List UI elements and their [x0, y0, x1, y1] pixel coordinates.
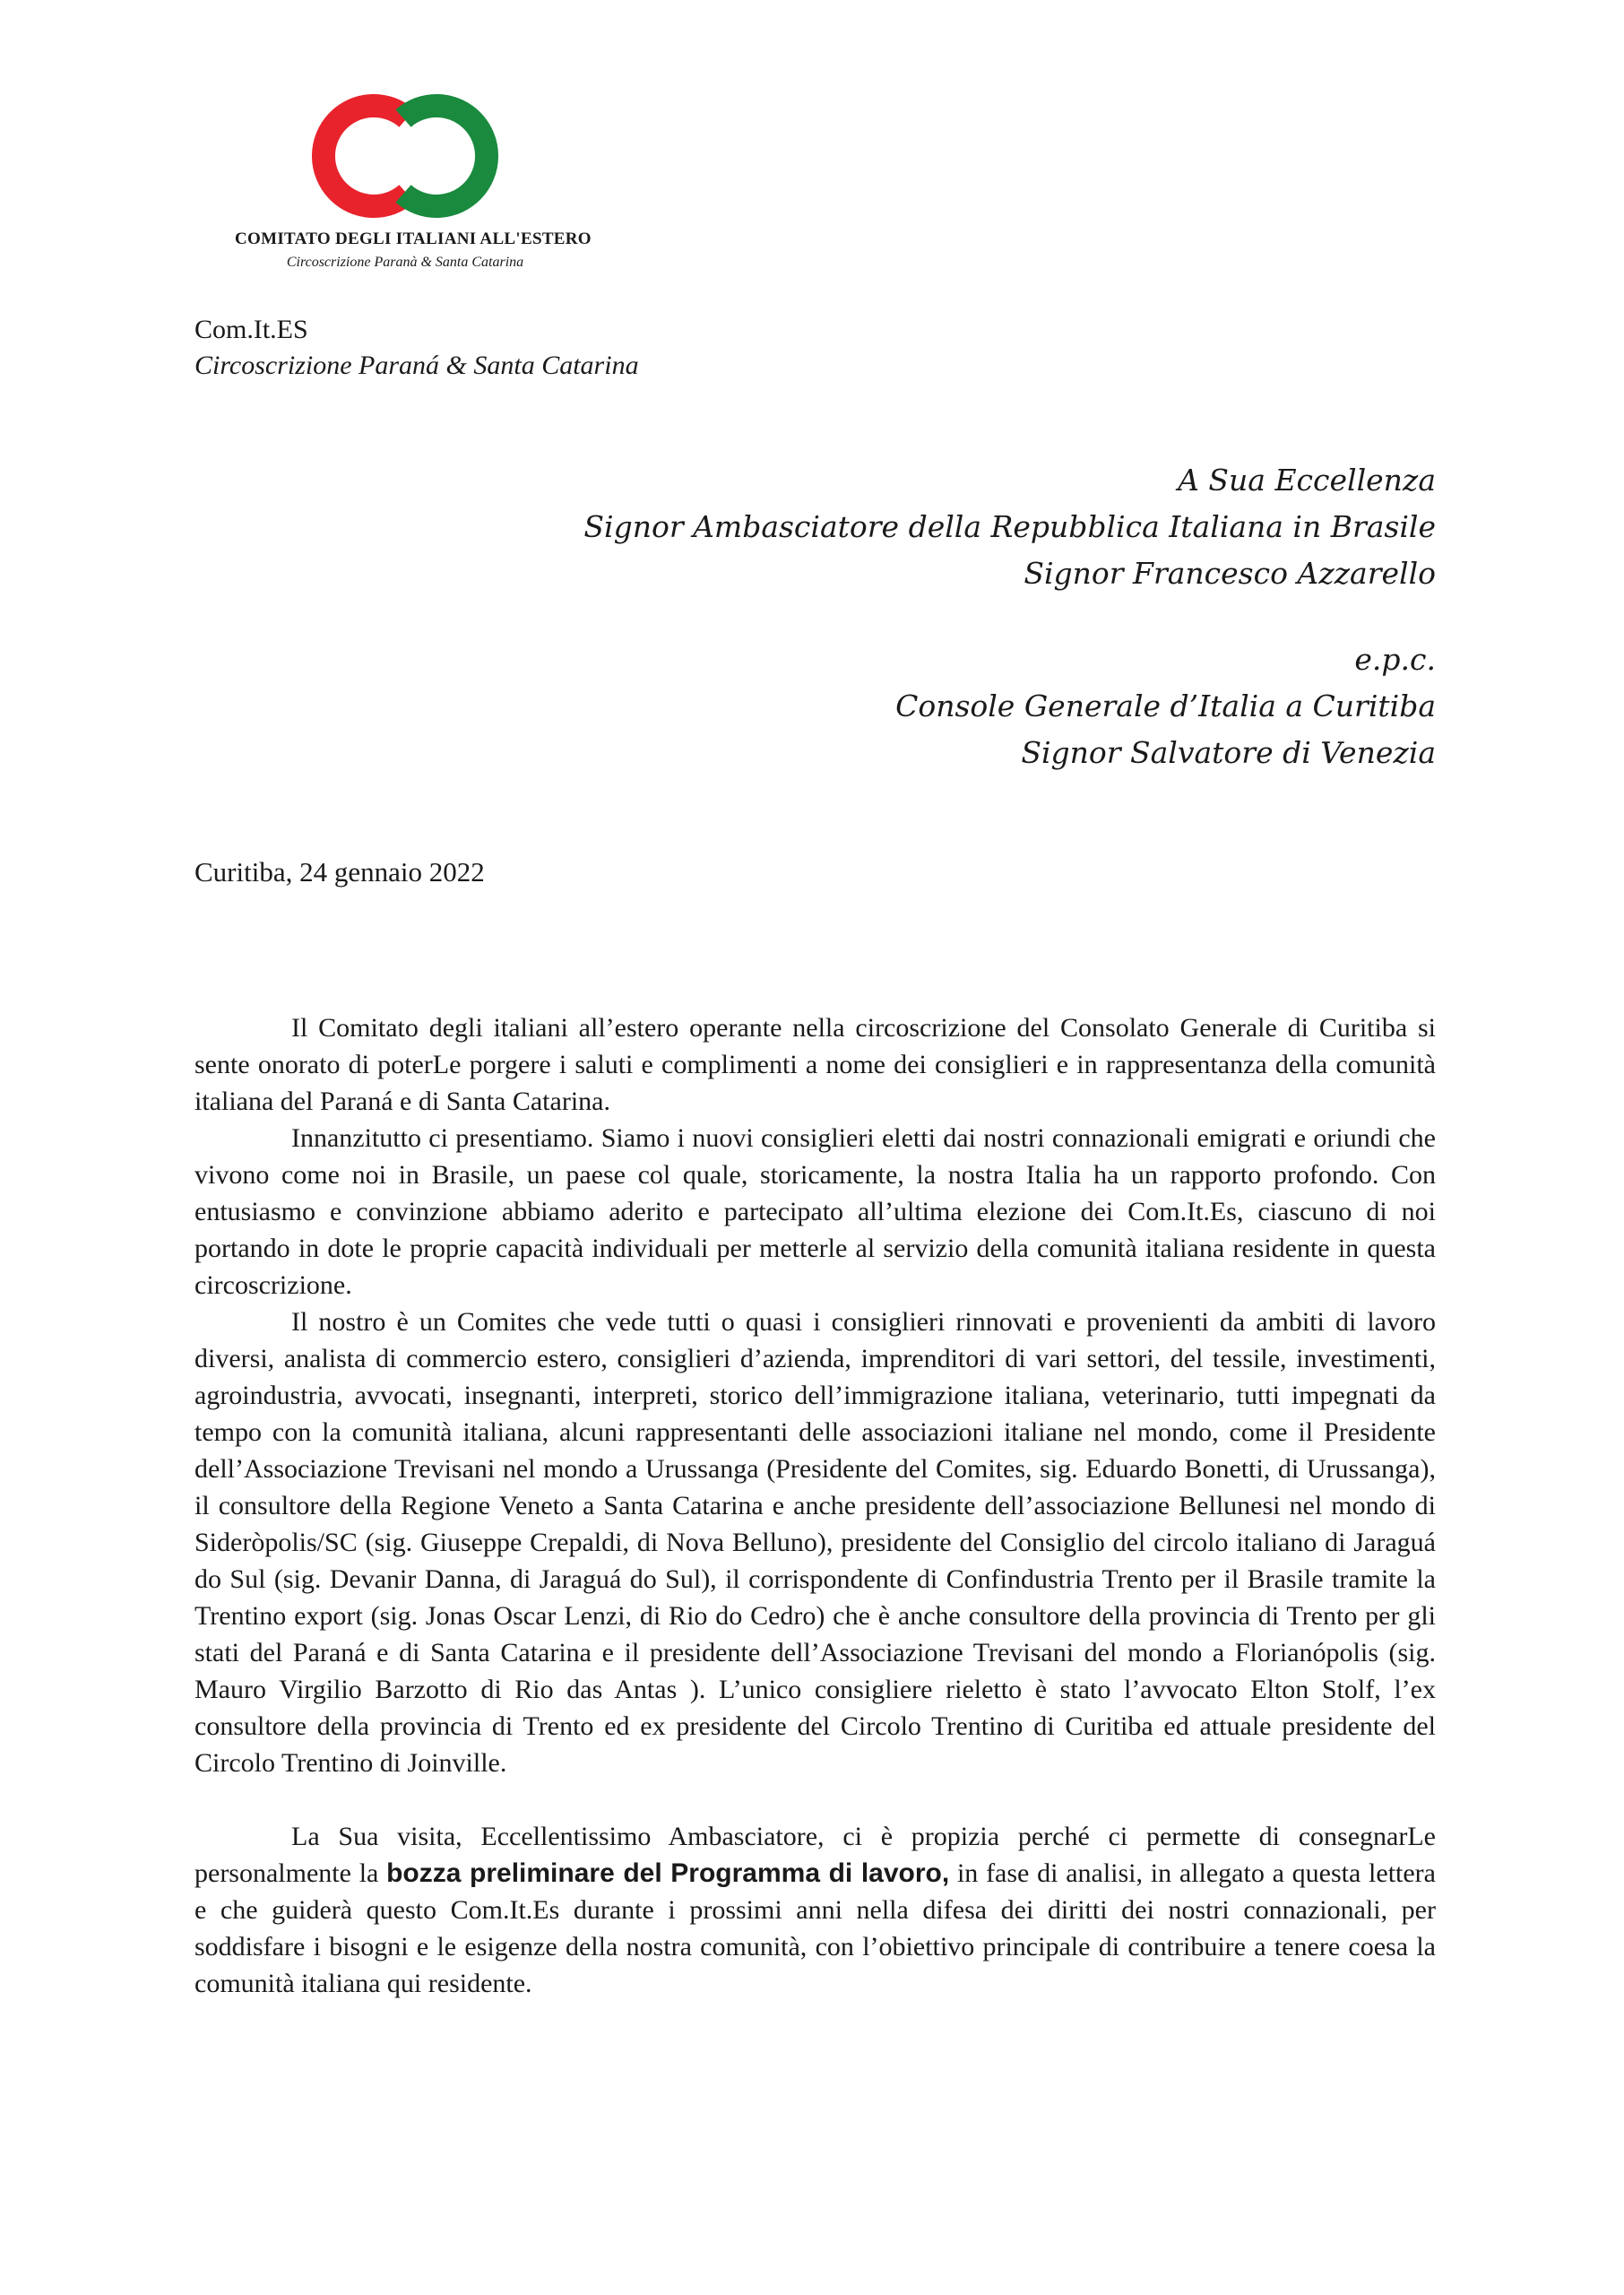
addressee-line-1: A Sua Eccellenza: [1178, 463, 1436, 498]
cc-line-2: Signor Salvatore di Venezia: [1021, 735, 1436, 770]
sender-block: [194, 312, 639, 384]
paragraph-3: Il nostro è un Comites che vede tutti o quasi i consiglieri rinnovati e provenienti da ambiti di lavoro diversi, analista di commercio estero, consiglieri d’azienda, imprenditori di vari settori, del tessile, investimenti, agroindustria, avvocati, insegnanti, interpreti, storico dell’immigrazione italiana, veterinario, tutti impegnati da tempo con la comunità italiana, alcuni rappresentanti delle associazioni italiane nel mondo, come il Presidente dell’Associazione Trevisani nel mondo a Urussanga (Presidente del Comites, sig. Eduardo Bonetti, di Urussanga), il consultore della Regione Veneto a Santa Catarina e anche presidente dell’associazione Bellunesi nel mondo di Sideròpolis/SC (sig. Giuseppe Crepaldi, di Nova Belluno), presidente del Consiglio del circolo italiano di Jaraguá do Sul (sig. Devanir Danna, di Jaraguá do Sul), il corrispondente di Confindustria Trento per il Brasile tramite la Trentino export (sig. Jonas Oscar Lenzi, di Rio do Cedro) che è anche consultore della provincia di Trento per gli stati del Paraná e di Santa Catarina e il presidente dell’Associazione Trevisani del mondo a Florianópolis (sig. Mauro Virgilio Barzotto di Rio das Antas ). L’unico consigliere rieletto è stato l’avvocato Elton Stolf, l’ex consultore della provincia di Trento ed ex presidente del Circolo Trentino di Curitiba ed attuale presidente del Circolo Trentino di Joinville.: [194, 1307, 1436, 1778]
addressee-block: [450, 457, 1436, 776]
double-c-logo-icon: [301, 93, 509, 219]
letter-date: Curitiba, 24 gennaio 2022: [194, 856, 485, 888]
paragraph-4-intro: La Sua visita, Eccellentissimo Ambasciatore, ci è propizia perché ci permette di consegnarLe personalmente la: [194, 1822, 1436, 1888]
paragraph-1: Il Comitato degli italiani all’estero operante nella circoscrizione del Consolato Generale di Curitiba si sente onorato di poterLe porgere i saluti e complimenti a nome dei consiglieri e in rappresentanza della comunità italiana del Paraná e di Santa Catarina.: [194, 1013, 1436, 1116]
logo-title: COMITATO DEGLI ITALIANI ALL'ESTERO: [235, 230, 592, 248]
logo-subtitle: Circoscrizione Paranà & Santa Catarina: [286, 255, 524, 270]
paragraph-4-bold: bozza preliminare del Programma di lavoro,: [386, 1858, 950, 1888]
addressee-line-2: Signor Ambasciatore della Repubblica Italiana in Brasile: [583, 509, 1436, 544]
letter-body: [194, 1009, 1436, 2002]
sender-name: Com.It.ES: [194, 315, 308, 344]
cc-line-1: Console Generale d’Italia a Curitiba: [895, 688, 1436, 723]
paragraph-4: [194, 1818, 1436, 2002]
addressee-line-3: Signor Francesco Azzarello: [1024, 556, 1436, 591]
paragraph-2: Innanzitutto ci presentiamo. Siamo i nuovi consiglieri eletti dai nostri connazionali emigrati e oriundi che vivono come noi in Brasile, un paese col quale, storicamente, la nostra Italia ha un rapporto profondo. Con entusiasmo e convinzione abbiamo aderito e partecipato all’ultima elezione dei Com.It.Es, ciascuno di noi portando in dote le proprie capacità individuali per metterle al servizio della comunità italiana residente in questa circoscrizione.: [194, 1123, 1436, 1300]
cc-label: e.p.c.: [1354, 642, 1436, 677]
sender-district: Circoscrizione Paraná & Santa Catarina: [194, 351, 639, 380]
paragraph-4-rest: in fase di analisi, in allegato a questa lettera e che guiderà questo Com.It.Es durante i prossimi anni nella difesa dei diritti dei nostri connazionali, per soddisfare i bisogni e le esigenze della nostra comunità, con l’obiettivo principale di contribuire a tenere coesa la comunità italiana qui residente.: [194, 1858, 1436, 1998]
